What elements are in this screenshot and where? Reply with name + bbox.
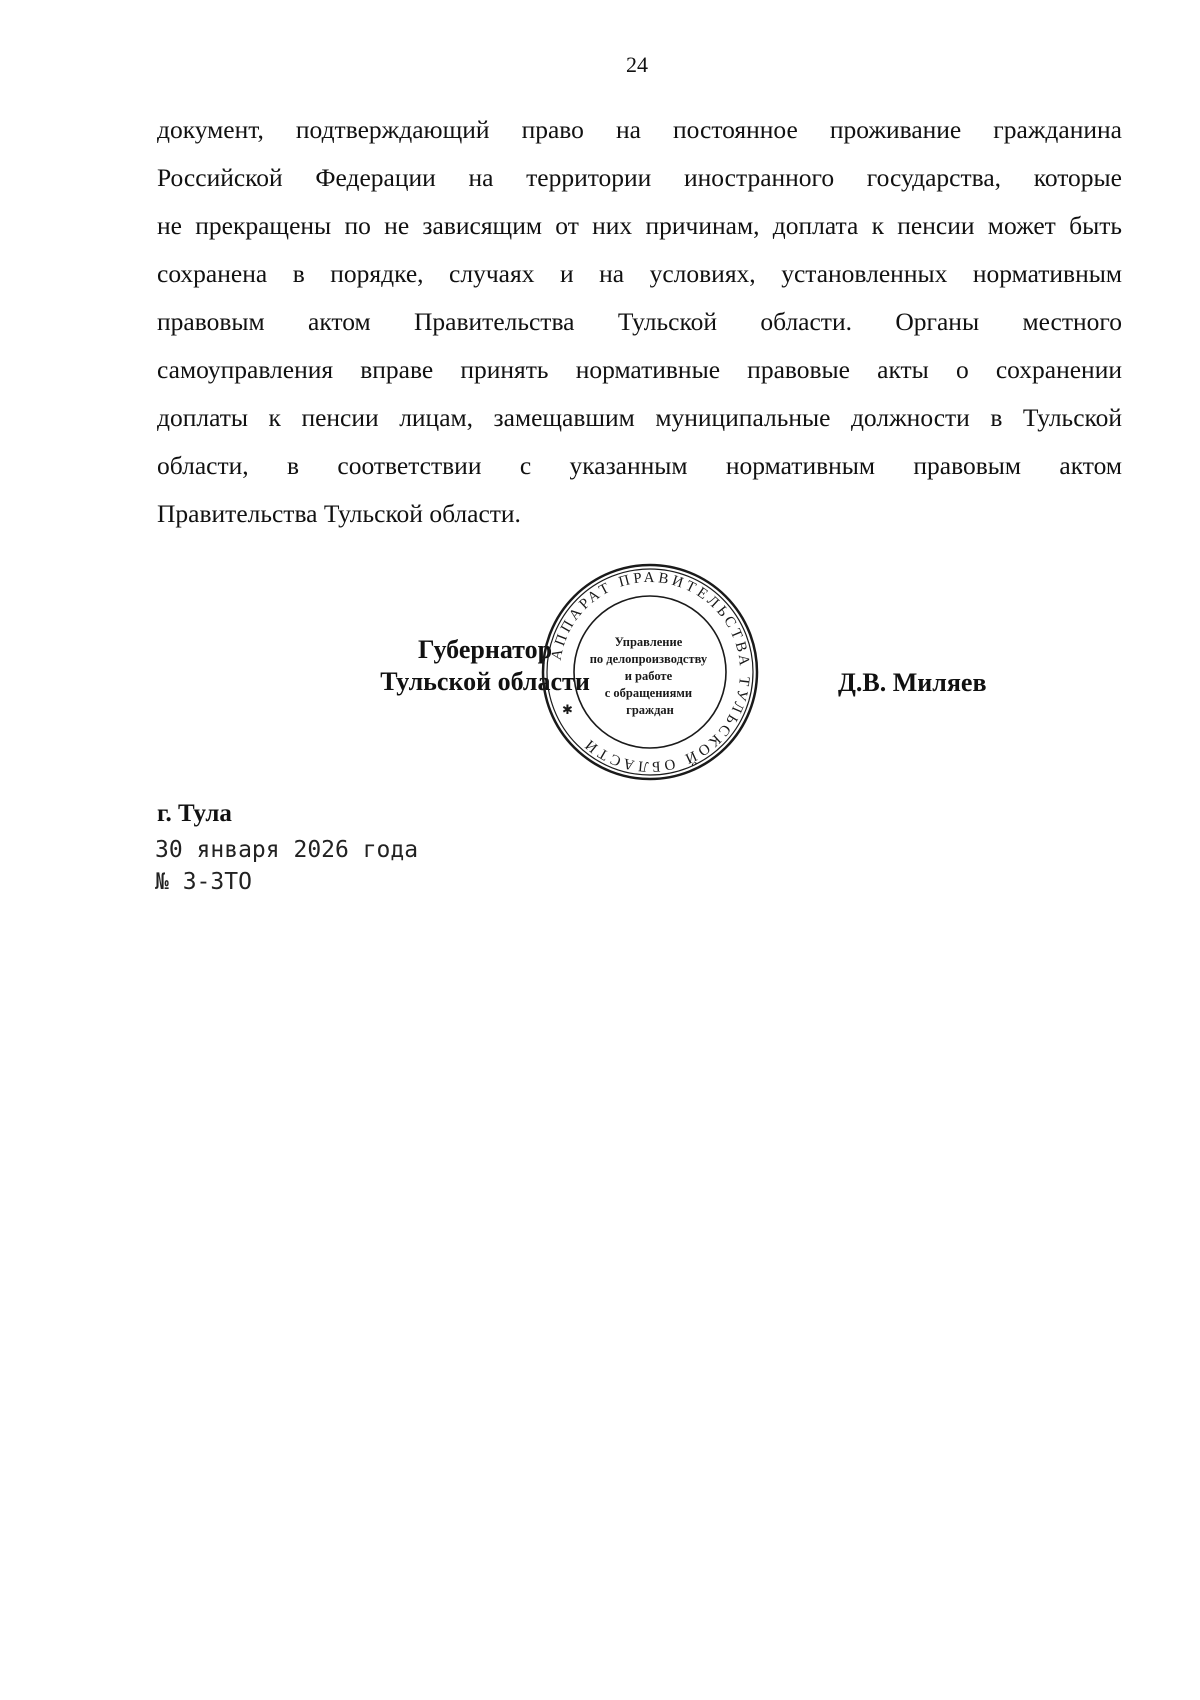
seal-center-text: Управление по делопроизводству и работе с обращениями граждан bbox=[589, 635, 708, 717]
body-line: не прекращены по не зависящим от них причинам, доплата к пенсии может быть bbox=[157, 211, 1122, 240]
signature-position-line: Губернатор bbox=[417, 635, 553, 664]
body-line: документ, подтверждающий право на постоянное проживание гражданина bbox=[157, 115, 1122, 144]
body-line: Российской Федерации на территории иностранного государства, которые bbox=[157, 163, 1122, 192]
document-date: 30 января 2026 года bbox=[155, 837, 419, 863]
body-line: области, в соответствии с указанным нормативным правовым актом bbox=[157, 451, 1122, 480]
body-line: доплаты к пенсии лицам, замещавшим муниципальные должности в Тульской bbox=[157, 403, 1122, 432]
body-line: самоуправления вправе принять нормативные правовые акты о сохранении bbox=[157, 355, 1122, 384]
seal-ring-text: АППАРАТ ПРАВИТЕЛЬСТВА ТУЛЬСКОЙ ОБЛАСТИ bbox=[548, 569, 753, 775]
svg-text:✱: ✱ bbox=[562, 703, 573, 718]
registration-stamp bbox=[155, 834, 418, 898]
document-number: № 3-ЗТО bbox=[155, 869, 252, 895]
body-line: правовым актом Правительства Тульской области. Органы местного bbox=[157, 307, 1122, 336]
body-paragraph bbox=[157, 106, 1122, 538]
body-line: сохранена в порядке, случаях и на условиях, установленных нормативным bbox=[157, 259, 1122, 288]
body-line: Правительства Тульской области. bbox=[157, 499, 521, 528]
place: г. Тула bbox=[157, 800, 232, 827]
page-number: 24 bbox=[626, 52, 648, 77]
signature-position-line: Тульской области bbox=[380, 667, 590, 696]
official-seal bbox=[540, 562, 760, 782]
signatory-name: Д.В. Миляев bbox=[838, 668, 987, 697]
